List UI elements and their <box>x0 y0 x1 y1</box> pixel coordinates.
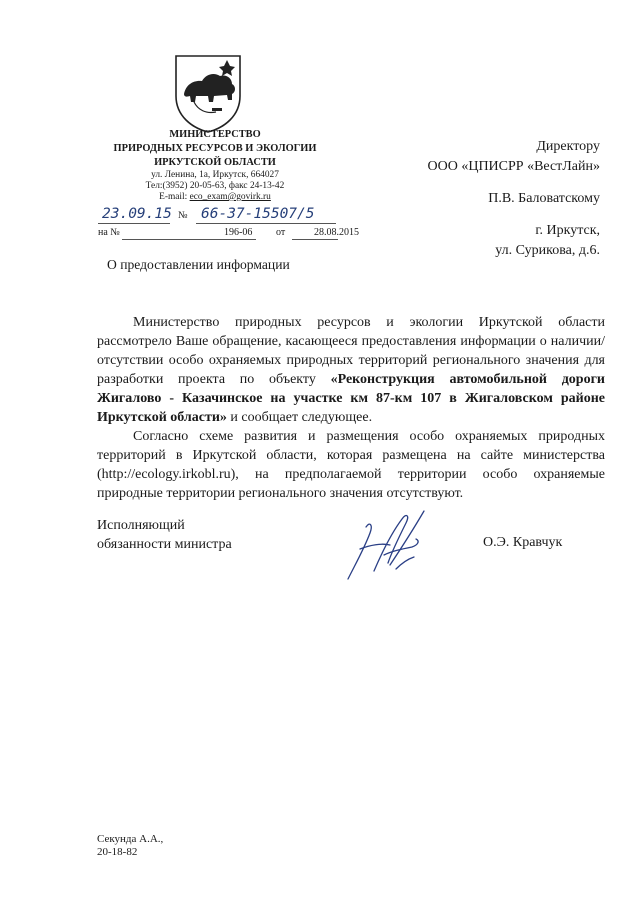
ministry-email-line <box>105 192 325 203</box>
paragraph-text: и сообщает следующее. <box>226 410 373 425</box>
recipient-city: г. Иркутск, <box>535 223 600 238</box>
signer-name: О.Э. Кравчук <box>483 535 563 550</box>
recipient-organization: ООО «ЦПИСРР «ВестЛайн» <box>427 159 600 174</box>
paragraph-text: Министерство природных ресурсов и экологии Иркутской области рассмотрело Ваше обращение, касающееся предоставления информации о наличии/отсутствии особо охраняемых природных территорий регионального значения для разработки проекта по объекту <box>97 315 605 387</box>
body-paragraph: Согласно схеме развития и размещения особо охраняемых природных территорий в Иркутской области, которая размещена на сайте министерства (http://ecology.irkobl.ru), на предполагаемой территории особо охраняемые природные территории регионального значения отсутствуют. <box>97 429 605 501</box>
ministry-line: ИРКУТСКОЙ ОБЛАСТИ <box>154 157 276 168</box>
handwritten-signature <box>340 505 430 585</box>
executor-name: Секунда А.А., <box>97 833 164 845</box>
email-link[interactable]: eco_exam@govirk.ru <box>189 192 271 202</box>
project-title: «Реконструкция автомобильной дороги Жигалово - Казачинское на участке км 87-км 107 в Жигаловском районе Иркутской области» <box>97 372 606 425</box>
outgoing-number: 66-37-15507/5 <box>201 206 315 222</box>
ministry-name <box>105 128 325 170</box>
coat-of-arms-icon <box>166 50 250 134</box>
reference-line <box>98 226 359 244</box>
executor-info <box>97 833 163 859</box>
ministry-contacts <box>105 170 325 203</box>
recipient-block <box>340 137 600 261</box>
reference-date: 28.08.2015 <box>314 227 359 238</box>
reference-label: на № <box>98 227 120 238</box>
letter-body <box>97 313 605 503</box>
signer-title-line: Исполняющий <box>97 518 185 533</box>
signer-title <box>97 516 232 554</box>
recipient-name: П.В. Баловатскому <box>488 191 600 206</box>
reference-number: 196-06 <box>224 227 253 238</box>
email-label: E-mail: <box>159 192 188 202</box>
signer-title-line: обязанности министра <box>97 537 232 552</box>
ministry-line: ПРИРОДНЫХ РЕСУРСОВ И ЭКОЛОГИИ <box>113 143 317 154</box>
outgoing-date: 23.09.15 <box>102 206 172 222</box>
letter-subject: О предоставлении информации <box>107 257 290 272</box>
recipient-position: Директору <box>536 139 600 154</box>
ministry-line: МИНИСТЕРСТВО <box>169 129 261 140</box>
outgoing-registration <box>98 206 338 226</box>
executor-phone: 20-18-82 <box>97 846 138 858</box>
reference-from-label: от <box>276 227 286 238</box>
ministry-address: ул. Ленина, 1а, Иркутск, 664027 <box>151 170 279 180</box>
number-label: № <box>178 210 188 221</box>
ministry-phone-fax: Тел:(3952) 20-05-63, факс 24-13-42 <box>145 181 285 191</box>
recipient-street: ул. Сурикова, д.6. <box>495 243 600 258</box>
body-paragraph <box>97 313 605 427</box>
